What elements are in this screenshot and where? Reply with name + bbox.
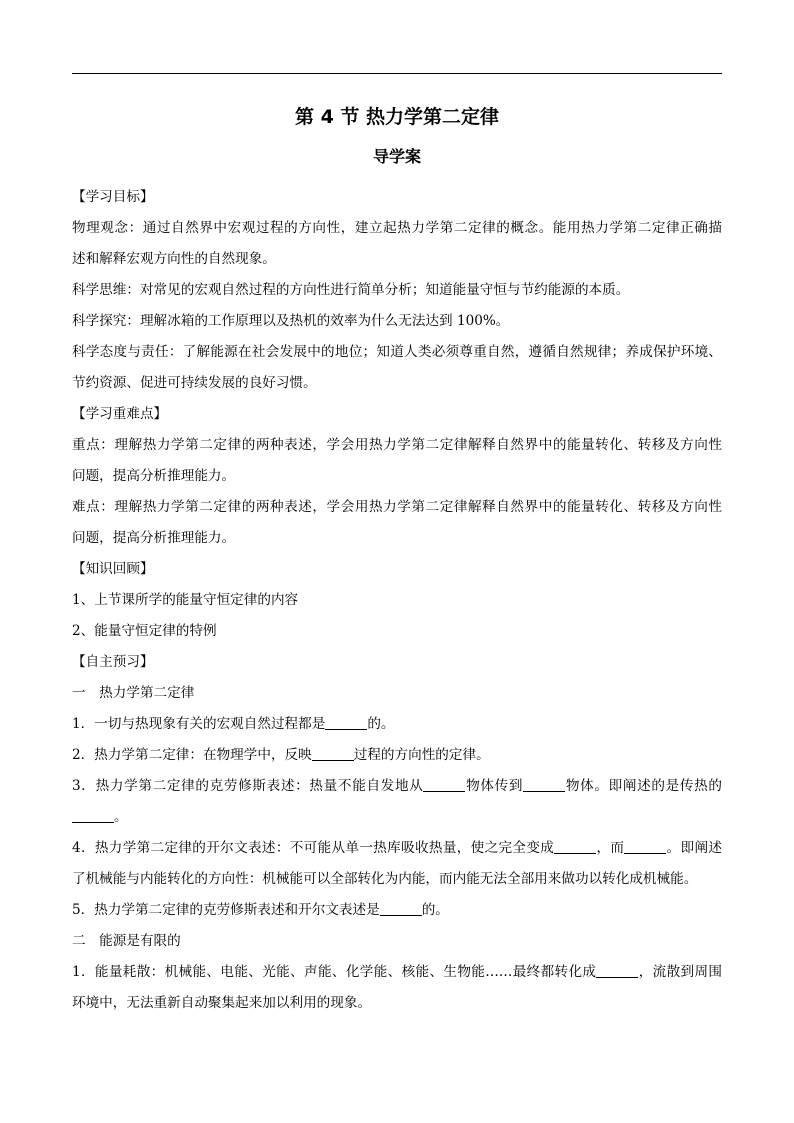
answer-blank[interactable] — [72, 808, 114, 823]
question-1 — [72, 709, 722, 740]
review-item-1: 1、上节课所学的能量守恒定律的内容 — [72, 592, 299, 608]
question-3-text-a: 3．热力学第二定律的克劳修斯表述：热量不能自发地从 — [72, 778, 424, 794]
answer-blank[interactable] — [423, 777, 465, 792]
question-3-line2 — [72, 802, 722, 833]
answer-blank[interactable] — [325, 715, 367, 730]
question-3-text-b: 物体传到 — [465, 778, 524, 794]
answer-blank[interactable] — [596, 963, 638, 978]
energy-question-1-text-b: ，流散到周围 — [638, 964, 723, 980]
difficulty-line2: 问题，提高分析推理能力。 — [72, 530, 236, 546]
goal-physics-line1: 物理观念：通过自然界中宏观过程的方向性，建立起热力学第二定律的概念。能用热力学第二定律正确描 — [72, 220, 722, 236]
question-5 — [72, 895, 722, 926]
goal-inquiry: 科学探究：理解冰箱的工作原理以及热机的效率为什么无法达到 100%。 — [72, 313, 510, 329]
goal-attitude-line2: 节约资源、促进可持续发展的良好习惯。 — [72, 375, 317, 391]
question-4-text-a: 4．热力学第二定律的开尔文表述：不可能从单一热库吸收热量，使之完全变成 — [72, 840, 555, 856]
question-2 — [72, 740, 722, 771]
answer-blank[interactable] — [312, 746, 354, 761]
question-1-text-b: 的。 — [367, 716, 395, 732]
answer-blank[interactable] — [523, 777, 565, 792]
review-heading: 【知识回顾】 — [72, 561, 154, 577]
answer-blank[interactable] — [624, 839, 666, 854]
question-3-text-c: 物体。即阐述的是传热的 — [565, 778, 723, 794]
keypoint-line2: 问题，提高分析推理能力。 — [72, 468, 236, 484]
question-2-text-a: 2．热力学第二定律：在物理学中，反映 — [72, 747, 312, 763]
energy-question-1-line2: 环境中，无法重新自动聚集起来加以利用的现象。 — [72, 995, 372, 1011]
section-1-title: 一 热力学第二定律 — [72, 685, 195, 701]
question-1-text-a: 1．一切与热现象有关的宏观自然过程都是 — [72, 716, 326, 732]
difficulty-line1: 难点：理解热力学第二定律的两种表述，学会用热力学第二定律解释自然界中的能量转化、转移及方向性 — [72, 499, 722, 515]
question-4-text-b: ，而 — [596, 840, 625, 856]
keypoints-heading: 【学习重难点】 — [72, 406, 168, 422]
goal-thinking: 科学思维：对常见的宏观自然过程的方向性进行简单分析；知道能量守恒与节约能源的本质。 — [72, 282, 630, 298]
document-page — [72, 96, 722, 1019]
question-5-text-b: 的。 — [421, 902, 449, 918]
goal-attitude-line1: 科学态度与责任：了解能源在社会发展中的地位；知道人类必须尊重自然，遵循自然规律；养成保护环境、 — [72, 344, 722, 360]
keypoint-line1: 重点：理解热力学第二定律的两种表述，学会用热力学第二定律解释自然界中的能量转化、转移及方向性 — [72, 437, 722, 453]
question-4 — [72, 833, 722, 864]
section-2-title: 二 能源是有限的 — [72, 933, 181, 949]
preview-heading: 【自主预习】 — [72, 654, 154, 670]
energy-question-1 — [72, 957, 722, 988]
header-rule — [72, 73, 722, 74]
answer-blank[interactable] — [554, 839, 596, 854]
question-3 — [72, 771, 722, 802]
review-item-2: 2、能量守恒定律的特例 — [72, 623, 217, 639]
goal-physics-line2: 述和解释宏观方向性的自然现象。 — [72, 251, 276, 267]
question-4-line2: 了机械能与内能转化的方向性：机械能可以全部转化为内能，而内能无法全部用来做功以转化成机械能。 — [72, 871, 698, 887]
question-2-text-b: 过程的方向性的定律。 — [353, 747, 490, 763]
answer-blank[interactable] — [380, 901, 422, 916]
page-subtitle: 导学案 — [372, 147, 421, 166]
question-5-text-a: 5．热力学第二定律的克劳修斯表述和开尔文表述是 — [72, 902, 380, 918]
goals-heading: 【学习目标】 — [72, 189, 154, 205]
page-title: 第 4 节 热力学第二定律 — [294, 106, 500, 128]
question-4-text-c: 。即阐述 — [666, 840, 723, 856]
energy-question-1-text-a: 1．能量耗散：机械能、电能、光能、声能、化学能、核能、生物能……最终都转化成 — [72, 964, 597, 980]
question-3-text-d: 。 — [114, 809, 128, 825]
